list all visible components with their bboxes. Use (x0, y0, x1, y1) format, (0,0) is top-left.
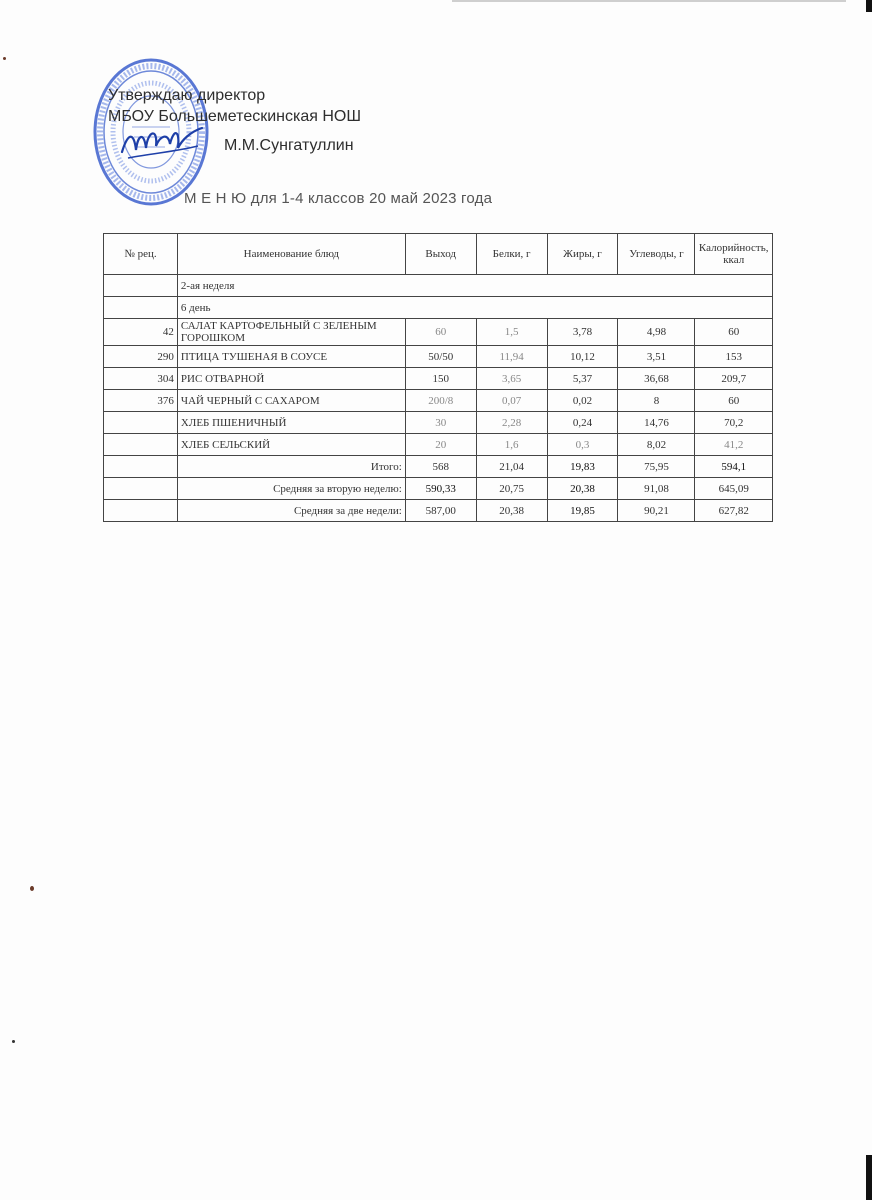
approval-line: Утверждаю директор (108, 87, 266, 104)
day-row (104, 297, 773, 319)
recipe-number: 290 (104, 346, 178, 368)
two-week-average-calories: 627,82 (695, 500, 773, 522)
output-value: 150 (405, 368, 476, 390)
total-fat: 19,83 (547, 456, 618, 478)
week-row (104, 275, 773, 297)
dish-name: РИС ОТВАРНОЙ (177, 368, 405, 390)
total-output: 568 (405, 456, 476, 478)
calories-value: 60 (695, 319, 773, 346)
week-average-fat: 20,38 (547, 478, 618, 500)
recipe-number: 376 (104, 390, 178, 412)
carbs-value: 36,68 (618, 368, 695, 390)
two-week-average-label: Средняя за две недели: (177, 500, 405, 522)
col-header-output: Выход (405, 234, 476, 275)
week-average-calories: 645,09 (695, 478, 773, 500)
col-header-protein: Белки, г (476, 234, 547, 275)
carbs-value: 8,02 (618, 434, 695, 456)
total-calories: 594,1 (695, 456, 773, 478)
recipe-number (104, 412, 178, 434)
calories-value: 209,7 (695, 368, 773, 390)
calories-value: 41,2 (695, 434, 773, 456)
menu-table (103, 233, 773, 522)
output-value: 20 (405, 434, 476, 456)
week-average-row (104, 478, 773, 500)
table-header-row (104, 234, 773, 275)
protein-value: 1,6 (476, 434, 547, 456)
fat-value: 5,37 (547, 368, 618, 390)
two-week-average-row (104, 500, 773, 522)
total-row (104, 456, 773, 478)
recipe-number: 304 (104, 368, 178, 390)
carbs-value: 14,76 (618, 412, 695, 434)
dish-name: ХЛЕБ СЕЛЬСКИЙ (177, 434, 405, 456)
two-week-average-carbs: 90,21 (618, 500, 695, 522)
table-row (104, 346, 773, 368)
carbs-value: 4,98 (618, 319, 695, 346)
total-protein: 21,04 (476, 456, 547, 478)
dish-name: САЛАТ КАРТОФЕЛЬНЫЙ С ЗЕЛЕНЫМ ГОРОШКОМ (177, 319, 405, 346)
day-label: 6 день (177, 297, 772, 319)
calories-value: 153 (695, 346, 773, 368)
two-week-average-protein: 20,38 (476, 500, 547, 522)
output-value: 50/50 (405, 346, 476, 368)
protein-value: 11,94 (476, 346, 547, 368)
protein-value: 2,28 (476, 412, 547, 434)
fat-value: 0,02 (547, 390, 618, 412)
speck (30, 886, 34, 891)
week-average-label: Средняя за вторую неделю: (177, 478, 405, 500)
table-row (104, 368, 773, 390)
col-header-calories: Калорийность, ккал (695, 234, 773, 275)
director-name: М.М.Сунгатуллин (224, 137, 354, 154)
table-row (104, 390, 773, 412)
carbs-value: 3,51 (618, 346, 695, 368)
fat-value: 3,78 (547, 319, 618, 346)
week-average-output: 590,33 (405, 478, 476, 500)
protein-value: 1,5 (476, 319, 547, 346)
scan-edge-line (452, 0, 846, 2)
col-header-fat: Жиры, г (547, 234, 618, 275)
fat-value: 0,3 (547, 434, 618, 456)
col-header-carbs: Углеводы, г (618, 234, 695, 275)
carbs-value: 8 (618, 390, 695, 412)
menu-title: М Е Н Ю для 1-4 классов 20 май 2023 года (184, 190, 493, 207)
table-row (104, 412, 773, 434)
fat-value: 0,24 (547, 412, 618, 434)
recipe-number: 42 (104, 319, 178, 346)
total-carbs: 75,95 (618, 456, 695, 478)
two-week-average-output: 587,00 (405, 500, 476, 522)
total-label: Итого: (177, 456, 405, 478)
scan-edge-mark (866, 0, 872, 12)
dish-name: ПТИЦА ТУШЕНАЯ В СОУСЕ (177, 346, 405, 368)
week-average-carbs: 91,08 (618, 478, 695, 500)
speck (12, 1040, 15, 1043)
table-row (104, 319, 773, 346)
dish-name: ЧАЙ ЧЕРНЫЙ С САХАРОМ (177, 390, 405, 412)
col-header-recipe: № рец. (104, 234, 178, 275)
table-row (104, 434, 773, 456)
output-value: 30 (405, 412, 476, 434)
protein-value: 0,07 (476, 390, 547, 412)
scan-edge-mark-bottom (866, 1155, 872, 1200)
calories-value: 70,2 (695, 412, 773, 434)
week-label: 2-ая неделя (177, 275, 772, 297)
output-value: 200/8 (405, 390, 476, 412)
speck (3, 57, 6, 60)
output-value: 60 (405, 319, 476, 346)
calories-value: 60 (695, 390, 773, 412)
protein-value: 3,65 (476, 368, 547, 390)
recipe-number (104, 434, 178, 456)
director-signature (118, 122, 208, 166)
dish-name: ХЛЕБ ПШЕНИЧНЫЙ (177, 412, 405, 434)
two-week-average-fat: 19,85 (547, 500, 618, 522)
col-header-dish: Наименование блюд (177, 234, 405, 275)
week-average-protein: 20,75 (476, 478, 547, 500)
fat-value: 10,12 (547, 346, 618, 368)
school-name: МБОУ Большеметескинская НОШ (108, 108, 362, 125)
